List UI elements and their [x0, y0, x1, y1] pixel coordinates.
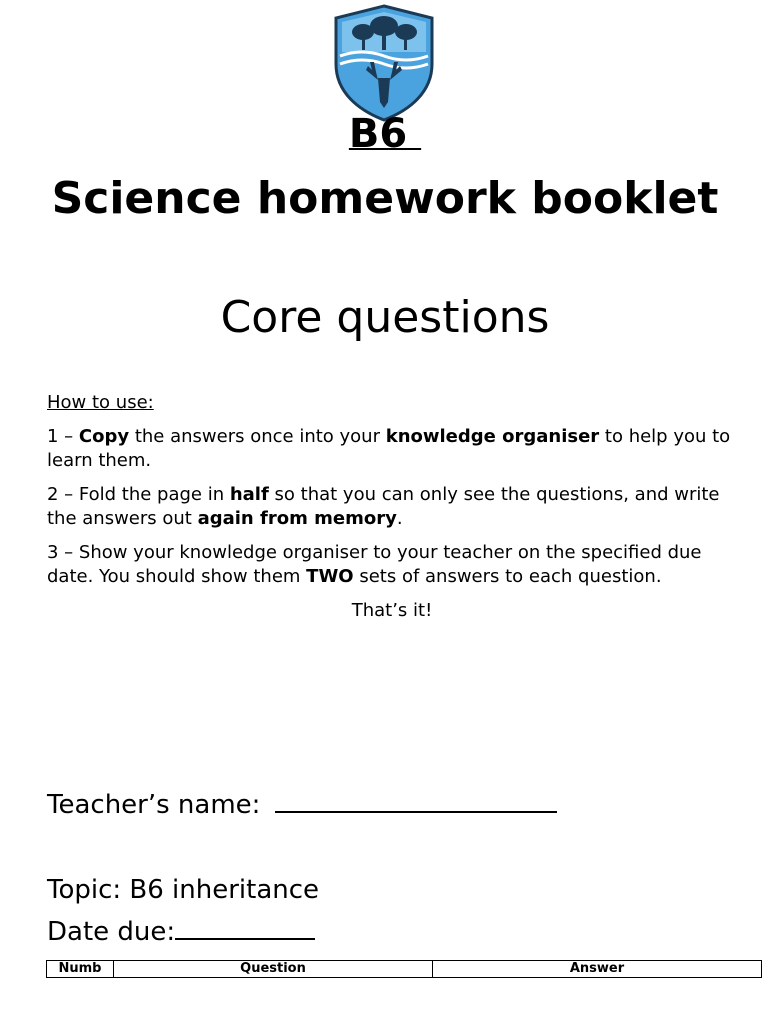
date-due-field — [47, 915, 315, 949]
date-due-blank[interactable] — [175, 916, 315, 940]
teacher-name-blank[interactable] — [275, 789, 557, 813]
number-column-header: Numb — [47, 961, 114, 978]
teacher-name-field — [47, 788, 557, 822]
closing-line: That’s it! — [351, 600, 433, 621]
how-to-use-heading: How to use: — [47, 392, 154, 413]
step-text: 2 – Fold the page in — [47, 484, 230, 505]
topic-line: Topic: B6 inheritance — [47, 875, 320, 905]
step-text: 1 – — [47, 426, 79, 447]
step-text: so that you can only see the questions, and write the answers out — [47, 484, 720, 529]
instruction-step-2 — [47, 483, 737, 531]
instruction-step-3 — [47, 541, 737, 589]
topic-code-heading: B6 — [348, 111, 422, 157]
instructions — [47, 391, 737, 623]
teacher-name-label: Teacher’s name: — [47, 790, 269, 820]
questions-table — [46, 960, 762, 978]
step-text: . — [396, 508, 403, 529]
booklet-title: Science homework booklet — [51, 173, 719, 224]
answer-column-header: Answer — [433, 961, 762, 978]
step-text: the answers once into your — [129, 426, 386, 447]
step-text: 3 – Show your knowledge organiser to your teacher on the specified due date. You should show them — [47, 542, 702, 587]
step-emphasis: TWO — [306, 566, 354, 587]
table-header-row — [47, 961, 762, 978]
step-emphasis: again from memory — [197, 508, 397, 529]
question-column-header: Question — [114, 961, 433, 978]
instruction-step-1 — [47, 425, 737, 473]
step-text: to help you to learn them. — [47, 426, 731, 471]
step-emphasis: half — [229, 484, 269, 505]
step-emphasis: knowledge organiser — [385, 426, 600, 447]
step-emphasis: Copy — [78, 426, 130, 447]
booklet-subtitle: Core questions — [220, 292, 550, 343]
school-crest-icon — [332, 4, 436, 122]
date-due-label: Date due: — [47, 917, 176, 947]
step-text: sets of answers to each question. — [353, 566, 662, 587]
